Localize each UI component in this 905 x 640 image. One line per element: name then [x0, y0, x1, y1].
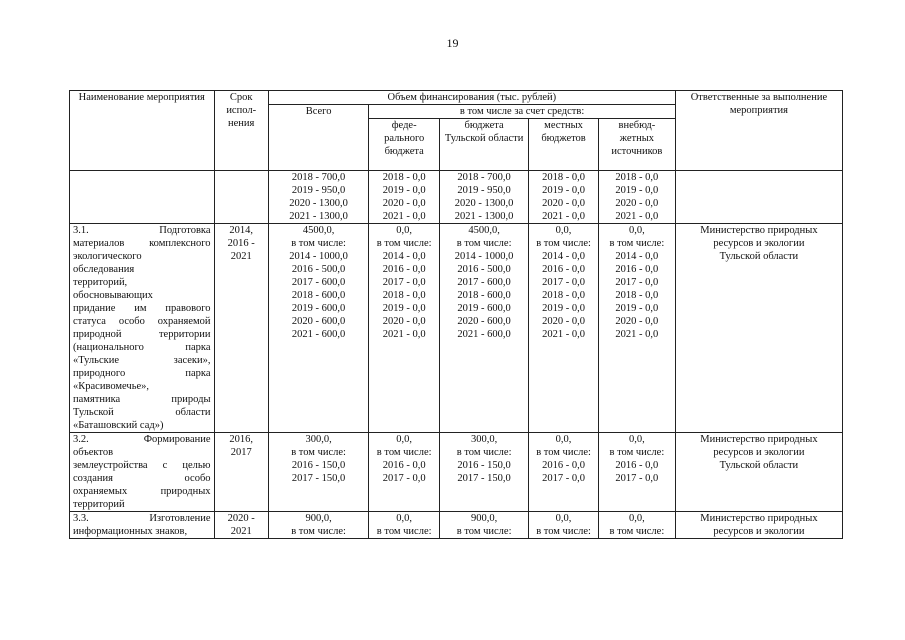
cell-line: 2016,	[229, 434, 253, 445]
cell-line: 2019 - 0,0	[382, 185, 426, 196]
cell-line: природной территории	[73, 329, 211, 340]
header-regional: бюджета Тульской области	[440, 119, 529, 171]
cell-line: в том числе:	[291, 447, 346, 458]
activity-name	[70, 433, 215, 512]
cell-line: «Красивомечье»,	[73, 381, 150, 392]
cell-line: 2016 - 150,0	[291, 460, 346, 471]
cell-line: 3.1. Подготовка	[73, 225, 211, 236]
cell-line: 2020 - 0,0	[382, 316, 426, 327]
cell-line: в том числе:	[376, 526, 432, 537]
funding-regional	[440, 224, 529, 433]
cell-line: 2014 - 0,0	[382, 251, 426, 262]
cell-line: 2018 - 600,0	[291, 290, 346, 301]
cell-line: в том числе:	[291, 526, 346, 537]
cell-line: 2021 - 600,0	[457, 329, 511, 340]
cell-line: 2020 - 0,0	[382, 198, 426, 209]
funding-regional	[440, 433, 529, 512]
cell-line: придание им правового	[73, 303, 211, 314]
cell-line: Министерство природных	[700, 434, 818, 445]
cell-line: обосновывающих	[73, 290, 153, 301]
funding-table	[69, 90, 843, 539]
header-federal: феде- рального бюджета	[369, 119, 440, 171]
cell-line: 2017 - 0,0	[615, 277, 659, 288]
cell-line: 2016 - 0,0	[542, 460, 585, 471]
cell-line: экологического	[73, 251, 142, 262]
cell-line: 2020 - 0,0	[615, 316, 659, 327]
cell-line: (национального парка	[73, 342, 211, 353]
responsible-party	[675, 512, 842, 539]
header-name: Наименование мероприятия	[70, 91, 215, 171]
cell-line: 900,0,	[470, 513, 498, 524]
cell-line: 2016 - 500,0	[457, 264, 511, 275]
cell-line: 2020 - 0,0	[542, 316, 585, 327]
cell-line: 0,0,	[628, 434, 645, 445]
cell-line: 2017 - 150,0	[291, 473, 346, 484]
cell-line: 2017 - 600,0	[457, 277, 511, 288]
header-local: местных бюджетов	[529, 119, 599, 171]
cell-line: 900,0,	[305, 513, 332, 524]
cell-line: 2020 - 0,0	[542, 198, 585, 209]
activity-term	[214, 433, 268, 512]
cell-line: 2017 - 0,0	[382, 277, 426, 288]
cell-line: 2014 - 0,0	[542, 251, 585, 262]
funding-regional	[440, 512, 529, 539]
cont-term-cell	[214, 171, 268, 224]
cell-line: Министерство природных	[700, 225, 818, 236]
cell-line: 300,0,	[305, 434, 332, 445]
cell-line: создания особо	[73, 473, 211, 484]
cell-line: «Тульские засеки»,	[73, 355, 211, 366]
cell-line: 2019 - 0,0	[542, 303, 585, 314]
cell-line: в том числе:	[609, 447, 665, 458]
funding-federal	[369, 433, 440, 512]
cell-line: 2020 - 1300,0	[454, 198, 514, 209]
cont-responsible-cell	[675, 171, 842, 224]
cell-line: территорий,	[73, 277, 128, 288]
cell-line: 0,0,	[396, 513, 413, 524]
cell-line: 2021 - 0,0	[382, 329, 426, 340]
cell-line: 2017 - 0,0	[615, 473, 659, 484]
cell-line: 2020 - 600,0	[291, 316, 346, 327]
cell-line: 0,0,	[396, 225, 413, 236]
header-responsible: Ответственные за выполнение мероприятия	[675, 91, 842, 171]
cell-line: 0,0,	[555, 434, 572, 445]
cell-line: 2019 - 950,0	[291, 185, 346, 196]
cell-line: 2019 - 0,0	[382, 303, 426, 314]
funding-local	[529, 224, 599, 433]
cell-line: 2017 - 0,0	[542, 277, 585, 288]
cell-line: 2021	[230, 526, 252, 537]
cell-line: 2016 - 500,0	[291, 264, 346, 275]
cell-line: ресурсов и экологии	[713, 526, 805, 537]
cell-line: 2021 - 0,0	[615, 211, 659, 222]
cell-line: в том числе:	[456, 526, 512, 537]
cell-line: 2019 - 950,0	[457, 185, 511, 196]
cell-line: 4500,0,	[302, 225, 335, 236]
cell-line: 2018 - 700,0	[291, 172, 346, 183]
cell-line: в том числе:	[376, 447, 432, 458]
cont-regional-cell	[440, 171, 529, 224]
cell-line: 2021 - 0,0	[382, 211, 426, 222]
funding-federal	[369, 512, 440, 539]
activity-name	[70, 224, 215, 433]
responsible-party	[675, 224, 842, 433]
cell-line: Тульской области	[73, 407, 211, 418]
funding-local	[529, 512, 599, 539]
cell-line: 2019 - 0,0	[615, 185, 659, 196]
cell-line: материалов комплексного	[73, 238, 211, 249]
cell-line: 2019 - 600,0	[291, 303, 346, 314]
table-row	[70, 433, 843, 512]
cell-line: 0,0,	[396, 434, 413, 445]
activity-term	[214, 512, 268, 539]
cell-line: 2017	[230, 447, 252, 458]
cell-line: в том числе:	[609, 238, 665, 249]
cell-line: 2019 - 600,0	[457, 303, 511, 314]
cell-line: 2021	[230, 251, 252, 262]
cell-line: в том числе:	[376, 238, 432, 249]
cell-line: территорий	[73, 499, 125, 510]
cell-line: в том числе:	[536, 447, 591, 458]
cell-line: «Баташовский сад»)	[73, 420, 164, 431]
cell-line: 2016 - 150,0	[457, 460, 511, 471]
cell-line: в том числе:	[456, 447, 512, 458]
header-total: Всего	[268, 105, 368, 171]
cell-line: 2016 - 0,0	[542, 264, 585, 275]
cell-line: 300,0,	[470, 434, 498, 445]
cell-line: 2019 - 0,0	[615, 303, 659, 314]
cell-line: 2016 - 0,0	[382, 264, 426, 275]
header-extra: внебюд- жетных источников	[598, 119, 675, 171]
cell-line: 2016 - 0,0	[615, 264, 659, 275]
cell-line: 2018 - 0,0	[542, 290, 585, 301]
cont-federal-cell	[369, 171, 440, 224]
cell-line: 2014 - 1000,0	[289, 251, 348, 262]
header-term: Срок испол- нения	[214, 91, 268, 171]
cell-line: 0,0,	[555, 513, 572, 524]
cell-line: 2018 - 0,0	[382, 290, 426, 301]
cell-line: 2016 - 0,0	[382, 460, 426, 471]
cell-line: 2014 - 1000,0	[454, 251, 514, 262]
cell-line: в том числе:	[536, 526, 591, 537]
cell-line: 2014 - 0,0	[615, 251, 659, 262]
cell-line: 2020 - 1300,0	[289, 198, 348, 209]
cell-line: 4500,0,	[468, 225, 500, 236]
cell-line: 2018 - 0,0	[615, 290, 659, 301]
cell-line: статуса особо охраняемой	[73, 316, 211, 327]
activity-name	[70, 512, 215, 539]
cont-local-cell	[529, 171, 599, 224]
cell-line: 2016 -	[227, 238, 255, 249]
continuation-row	[70, 171, 843, 224]
funding-extra	[598, 224, 675, 433]
cell-line: объектов	[73, 447, 114, 458]
cell-line: 2018 - 0,0	[615, 172, 659, 183]
cell-line: 0,0,	[628, 225, 645, 236]
responsible-party	[675, 433, 842, 512]
cont-extra-cell	[598, 171, 675, 224]
page-number: 19	[446, 36, 459, 50]
cell-line: Тульской области	[719, 460, 799, 471]
cell-line: 2018 - 600,0	[457, 290, 511, 301]
cell-line: памятника природы	[73, 394, 211, 405]
cell-line: 0,0,	[555, 225, 572, 236]
cell-line: природного парка	[73, 368, 211, 379]
cell-line: 2021 - 1300,0	[454, 211, 514, 222]
cell-line: 3.3. Изготовление	[73, 513, 211, 524]
cont-total-cell	[268, 171, 368, 224]
cell-line: в том числе:	[536, 238, 591, 249]
cell-line: в том числе:	[456, 238, 512, 249]
cell-line: 2018 - 0,0	[382, 172, 426, 183]
cell-line: 2021 - 1300,0	[289, 211, 348, 222]
cell-line: охраняемых природных	[73, 486, 211, 497]
cell-line: 2021 - 600,0	[291, 329, 346, 340]
cell-line: 2016 - 0,0	[615, 460, 659, 471]
cell-line: 2017 - 600,0	[291, 277, 346, 288]
table-row	[70, 512, 843, 539]
cell-line: 0,0,	[628, 513, 645, 524]
header-including: в том числе за счет средств:	[369, 105, 676, 119]
cell-line: 2018 - 0,0	[542, 172, 585, 183]
cell-line: 3.2. Формирование	[73, 434, 211, 445]
cell-line: 2017 - 0,0	[542, 473, 585, 484]
funding-total	[268, 433, 368, 512]
header-funding: Объем финансирования (тыс. рублей)	[268, 91, 675, 105]
cell-line: Министерство природных	[700, 513, 818, 524]
funding-extra	[598, 512, 675, 539]
funding-federal	[369, 224, 440, 433]
cell-line: информационных знаков,	[73, 526, 188, 537]
cell-line: Тульской области	[719, 251, 799, 262]
cell-line: 2017 - 0,0	[382, 473, 426, 484]
cell-line: 2021 - 0,0	[542, 329, 585, 340]
cell-line: ресурсов и экологии	[713, 238, 805, 249]
funding-extra	[598, 433, 675, 512]
table-row	[70, 224, 843, 433]
cell-line: в том числе:	[609, 526, 665, 537]
cell-line: 2021 - 0,0	[542, 211, 585, 222]
funding-total	[268, 512, 368, 539]
cell-line: землеустройства с целью	[73, 460, 211, 471]
cell-line: 2017 - 150,0	[457, 473, 511, 484]
cell-line: обследования	[73, 264, 135, 275]
funding-total	[268, 224, 368, 433]
cell-line: 2014,	[229, 225, 253, 236]
cell-line: 2020 -	[227, 513, 255, 524]
cont-name-cell	[70, 171, 215, 224]
cell-line: 2021 - 0,0	[615, 329, 659, 340]
activity-term	[214, 224, 268, 433]
cell-line: 2018 - 700,0	[457, 172, 511, 183]
cell-line: ресурсов и экологии	[713, 447, 805, 458]
cell-line: 2020 - 600,0	[457, 316, 511, 327]
cell-line: в том числе:	[291, 238, 346, 249]
funding-local	[529, 433, 599, 512]
cell-line: 2019 - 0,0	[542, 185, 585, 196]
cell-line: 2020 - 0,0	[615, 198, 659, 209]
